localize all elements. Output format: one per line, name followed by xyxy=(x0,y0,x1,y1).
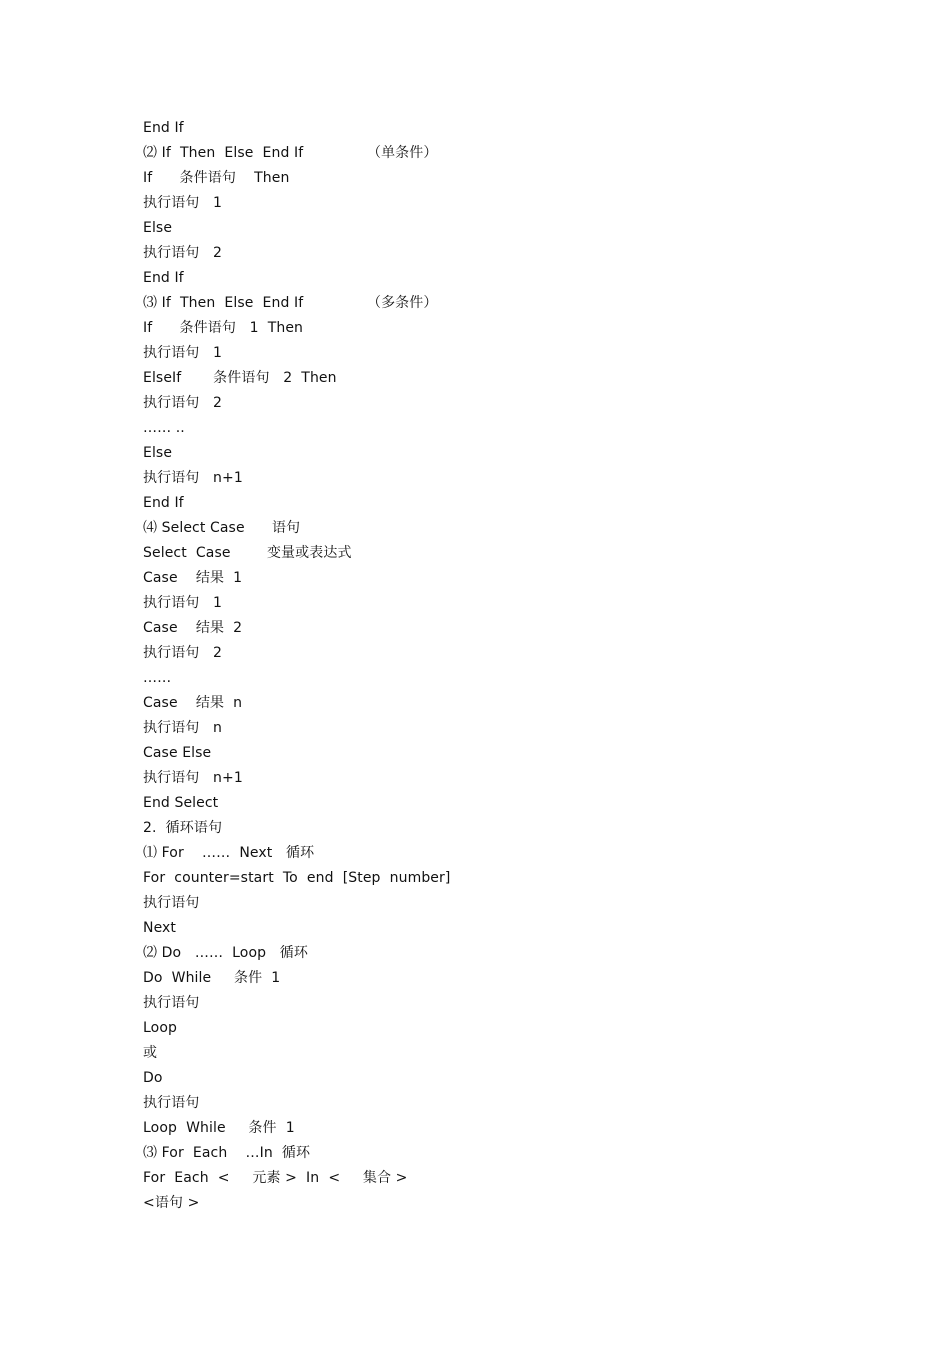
text-line: ⑷ Select Case 语句 xyxy=(143,520,301,536)
text-line: For Each < 元素 > In < 集合 > xyxy=(143,1170,408,1186)
text-line: Case 结果 2 xyxy=(143,620,243,636)
text-line: Do xyxy=(143,1070,163,1086)
text-line: End If xyxy=(143,120,184,136)
text-line: ⑶ If Then Else End If （多条件） xyxy=(143,295,438,311)
text-line: 执行语句 1 xyxy=(143,595,223,611)
text-line: If 条件语句 Then xyxy=(143,170,290,186)
text-line: …… xyxy=(143,670,172,686)
text-line: 执行语句 2 xyxy=(143,245,223,261)
text-line: 执行语句 2 xyxy=(143,645,223,661)
text-line: Do While 条件 1 xyxy=(143,970,281,986)
text-line: Case Else xyxy=(143,745,212,761)
text-line: <语句 > xyxy=(143,1195,200,1211)
text-line: Next xyxy=(143,920,177,936)
text-line: 执行语句 xyxy=(143,1095,200,1111)
text-line: End Select xyxy=(143,795,219,811)
text-line: …… .. xyxy=(143,420,185,436)
text-line: 执行语句 1 xyxy=(143,345,223,361)
text-line: ElseIf 条件语句 2 Then xyxy=(143,370,337,386)
text-line: ⑵ If Then Else End If （单条件） xyxy=(143,145,438,161)
text-line: Case 结果 1 xyxy=(143,570,243,586)
text-line: Select Case 变量或表达式 xyxy=(143,545,352,561)
text-line: ⑴ For …… Next 循环 xyxy=(143,845,315,861)
text-line: If 条件语句 1 Then xyxy=(143,320,304,336)
text-line: 执行语句 n xyxy=(143,720,223,736)
text-line: 执行语句 n+1 xyxy=(143,470,243,486)
text-line: Else xyxy=(143,445,173,461)
text-line: 执行语句 n+1 xyxy=(143,770,243,786)
text-line: 2. 循环语句 xyxy=(143,820,223,836)
text-line: Else xyxy=(143,220,173,236)
text-line: Case 结果 n xyxy=(143,695,243,711)
text-line: Loop While 条件 1 xyxy=(143,1120,295,1136)
text-line: ⑶ For Each …In 循环 xyxy=(143,1145,311,1161)
text-line: End If xyxy=(143,270,184,286)
text-line: 或 xyxy=(143,1045,158,1061)
text-line: Loop xyxy=(143,1020,177,1036)
text-line: 执行语句 1 xyxy=(143,195,223,211)
text-line: For counter=start To end [Step number] xyxy=(143,870,451,886)
text-line: End If xyxy=(143,495,184,511)
text-line: ⑵ Do …… Loop 循环 xyxy=(143,945,308,961)
text-line: 执行语句 2 xyxy=(143,395,223,411)
text-line: 执行语句 xyxy=(143,995,200,1011)
code-syntax-listing xyxy=(143,116,843,1216)
text-line: 执行语句 xyxy=(143,895,200,911)
